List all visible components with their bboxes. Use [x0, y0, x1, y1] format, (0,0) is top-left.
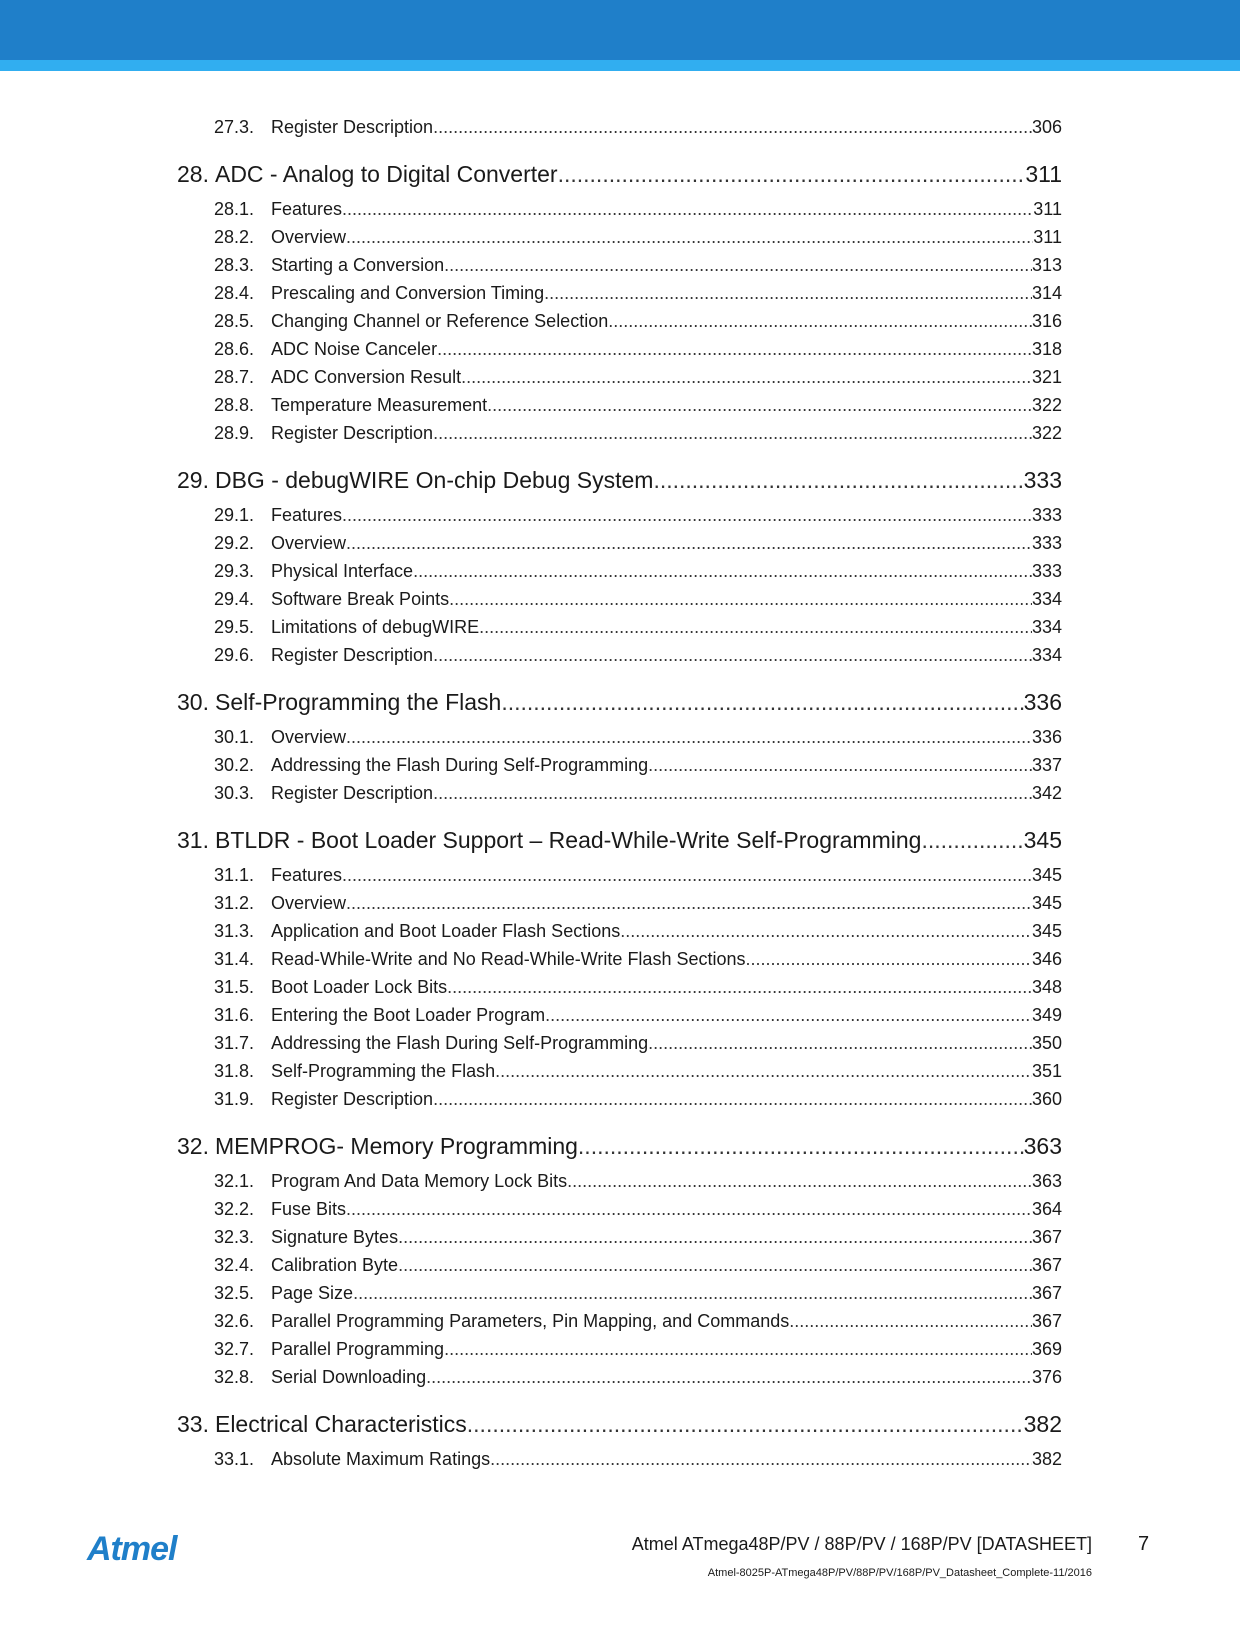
toc-entry-number: 29.6.: [214, 645, 255, 665]
toc-entry-page: 322: [1031, 423, 1062, 443]
toc-entry-page: 316: [1031, 311, 1062, 331]
toc-section-entry[interactable]: [177, 861, 1062, 889]
toc-dot-leader: [433, 113, 1032, 141]
toc-dot-leader: [342, 861, 1032, 889]
toc-entry-page: 334: [1031, 617, 1062, 637]
toc-entry-title: Temperature Measurement: [271, 395, 488, 415]
toc-entry-page: 345: [1031, 865, 1062, 885]
toc-section-entry[interactable]: [177, 917, 1062, 945]
toc-section-entry[interactable]: [177, 1195, 1062, 1223]
toc-dot-leader: [433, 641, 1032, 669]
toc-entry-title: Read-While-Write and No Read-While-Write Flash Sections: [271, 949, 746, 969]
toc-section-entry[interactable]: [177, 945, 1062, 973]
toc-dot-leader: [487, 391, 1032, 419]
toc-dot-leader: [921, 821, 1023, 859]
toc-dot-leader: [461, 363, 1032, 391]
toc-dot-leader: [449, 585, 1032, 613]
footer-document-id: Atmel-8025P-ATmega48P/PV/88P/PV/168P/PV_Datasheet_Complete-11/2016: [707, 1567, 1092, 1579]
toc-entry-page: 333: [1031, 533, 1062, 553]
toc-entry-page: 376: [1031, 1367, 1062, 1387]
toc-entry-number: 30.: [177, 689, 209, 715]
toc-section-entry[interactable]: [177, 1167, 1062, 1195]
toc-entry-number: 32.6.: [214, 1311, 255, 1331]
toc-entry-number: 31.8.: [214, 1061, 255, 1081]
toc-dot-leader: [433, 1085, 1032, 1113]
toc-entry-page: 369: [1031, 1339, 1062, 1359]
toc-dot-leader: [444, 251, 1032, 279]
toc-dot-leader: [346, 223, 1033, 251]
toc-entry-page: 363: [1031, 1171, 1062, 1191]
toc-entry-title: Software Break Points: [271, 589, 450, 609]
toc-entry-page: 311: [1033, 199, 1062, 219]
toc-entry-title: Boot Loader Lock Bits: [271, 977, 448, 997]
toc-dot-leader: [433, 779, 1032, 807]
toc-entry-title: Application and Boot Loader Flash Sections: [271, 921, 621, 941]
toc-dot-leader: [653, 461, 1023, 499]
toc-entry-number: 28.8.: [214, 395, 255, 415]
toc-entry-page: 321: [1031, 367, 1062, 387]
toc-section-entry[interactable]: [177, 641, 1062, 669]
toc-entry-title: Overview: [271, 533, 347, 553]
footer-document-title: Atmel ATmega48P/PV / 88P/PV / 168P/PV [DATASHEET]: [631, 1534, 1092, 1554]
toc-section-entry[interactable]: [177, 1445, 1062, 1473]
toc-section-entry[interactable]: [177, 335, 1062, 363]
toc-entry-page: 367: [1031, 1227, 1062, 1247]
toc-section-entry[interactable]: [177, 1279, 1062, 1307]
toc-chapter-entry[interactable]: [177, 683, 1062, 721]
toc-entry-page: 314: [1031, 283, 1062, 303]
toc-chapter-entry[interactable]: [177, 155, 1062, 193]
toc-dot-leader: [608, 307, 1032, 335]
toc-entry-number: 31.2.: [214, 893, 255, 913]
toc-entry-page: 336: [1023, 689, 1062, 715]
toc-entry-number: 29.1.: [214, 505, 255, 525]
toc-section-entry[interactable]: [177, 557, 1062, 585]
toc-entry-number: 31.3.: [214, 921, 255, 941]
toc-entry-page: 367: [1031, 1311, 1062, 1331]
toc-entry-number: 28.5.: [214, 311, 255, 331]
toc-chapter-entry[interactable]: [177, 821, 1062, 859]
toc-dot-leader: [353, 1279, 1032, 1307]
toc-section-entry[interactable]: [177, 613, 1062, 641]
toc-chapter-entry[interactable]: [177, 1405, 1062, 1443]
toc-entry-title: Signature Bytes: [271, 1227, 399, 1247]
toc-section-entry[interactable]: [177, 223, 1062, 251]
toc-entry-title: Absolute Maximum Ratings: [271, 1449, 491, 1469]
toc-chapter-entry[interactable]: [177, 461, 1062, 499]
toc-entry-number: 32.4.: [214, 1255, 255, 1275]
toc-section-entry[interactable]: [177, 1001, 1062, 1029]
toc-entry-title: Register Description: [271, 423, 434, 443]
toc-entry-number: 31.1.: [214, 865, 255, 885]
toc-entry-page: 342: [1031, 783, 1062, 803]
toc-entry-number: 28.2.: [214, 227, 255, 247]
toc-entry-number: 31.9.: [214, 1089, 255, 1109]
toc-entry-page: 346: [1031, 949, 1062, 969]
toc-entry-title: Program And Data Memory Lock Bits: [271, 1171, 568, 1191]
toc-entry-page: 334: [1031, 645, 1062, 665]
toc-entry-title: Self-Programming the Flash: [271, 1061, 496, 1081]
toc-section-entry[interactable]: [177, 889, 1062, 917]
toc-section-entry[interactable]: [177, 973, 1062, 1001]
toc-entry-number: 30.3.: [214, 783, 255, 803]
toc-entry-page: 350: [1031, 1033, 1062, 1053]
toc-entry-page: 382: [1031, 1449, 1062, 1469]
toc-entry-title: Calibration Byte: [271, 1255, 399, 1275]
toc-entry-title: Changing Channel or Reference Selection: [271, 311, 609, 331]
toc-entry-title: Register Description: [271, 1089, 434, 1109]
toc-entry-number: 30.1.: [214, 727, 255, 747]
toc-entry-number: 31.: [177, 827, 209, 853]
toc-entry-page: 311: [1025, 161, 1062, 187]
toc-section-entry[interactable]: [177, 585, 1062, 613]
toc-entry-page: 345: [1031, 921, 1062, 941]
toc-entry-title: Parallel Programming Parameters, Pin Mapping, and Commands: [271, 1311, 790, 1331]
toc-section-entry[interactable]: [177, 251, 1062, 279]
toc-section-entry[interactable]: [177, 1057, 1062, 1085]
toc-section-entry[interactable]: [177, 1029, 1062, 1057]
toc-entry-title: DBG - debugWIRE On-chip Debug System: [214, 467, 654, 493]
toc-entry-page: 367: [1031, 1255, 1062, 1275]
toc-entry-number: 33.1.: [214, 1449, 255, 1469]
toc-entry-page: 318: [1031, 339, 1062, 359]
toc-section-entry[interactable]: [177, 391, 1062, 419]
toc-entry-title: Fuse Bits: [271, 1199, 347, 1219]
toc-entry-page: 348: [1031, 977, 1062, 997]
toc-entry-title: Page Size: [271, 1283, 354, 1303]
toc-entry-number: 28.4.: [214, 283, 255, 303]
toc-dot-leader: [545, 1001, 1032, 1029]
toc-dot-leader: [558, 155, 1026, 193]
toc-entry-number: 32.7.: [214, 1339, 255, 1359]
toc-entry-page: 337: [1031, 755, 1062, 775]
toc-section-entry[interactable]: [177, 195, 1062, 223]
toc-entry-title: Overview: [271, 893, 347, 913]
toc-entry-title: Addressing the Flash During Self-Programming: [271, 755, 649, 775]
toc-dot-leader: [746, 945, 1032, 973]
toc-entry-title: Overview: [271, 227, 347, 247]
toc-section-entry[interactable]: [177, 1251, 1062, 1279]
toc-dot-leader: [447, 973, 1032, 1001]
toc-entry-title: Overview: [271, 727, 347, 747]
toc-entry-number: 28.6.: [214, 339, 255, 359]
toc-entry-title: Parallel Programming: [271, 1339, 445, 1359]
table-of-contents: [177, 113, 1062, 1473]
toc-entry-number: 32.: [177, 1133, 209, 1159]
toc-entry-title: Starting a Conversion: [271, 255, 445, 275]
toc-entry-page: 367: [1031, 1283, 1062, 1303]
toc-entry-number: 31.5.: [214, 977, 255, 997]
toc-entry-number: 29.3.: [214, 561, 255, 581]
toc-entry-page: 333: [1023, 467, 1062, 493]
toc-entry-number: 29.5.: [214, 617, 255, 637]
toc-entry-title: MEMPROG- Memory Programming: [214, 1133, 578, 1159]
toc-dot-leader: [490, 1445, 1032, 1473]
toc-entry-page: 313: [1031, 255, 1062, 275]
toc-entry-number: 28.3.: [214, 255, 255, 275]
toc-section-entry[interactable]: [177, 363, 1062, 391]
toc-section-entry[interactable]: [177, 723, 1062, 751]
toc-entry-title: Physical Interface: [271, 561, 414, 581]
toc-entry-number: 32.3.: [214, 1227, 255, 1247]
toc-entry-title: ADC Conversion Result: [271, 367, 462, 387]
toc-dot-leader: [620, 917, 1032, 945]
toc-entry-number: 28.1.: [214, 199, 255, 219]
toc-entry-number: 29.2.: [214, 533, 255, 553]
toc-entry-number: 29.: [177, 467, 209, 493]
toc-chapter-entry[interactable]: [177, 1127, 1062, 1165]
toc-entry-number: 32.2.: [214, 1199, 255, 1219]
toc-entry-title: Prescaling and Conversion Timing: [271, 283, 545, 303]
toc-entry-title: Electrical Characteristics: [214, 1411, 467, 1437]
toc-entry-page: 333: [1031, 561, 1062, 581]
toc-entry-page: 364: [1031, 1199, 1062, 1219]
toc-entry-title: Features: [271, 199, 343, 219]
toc-section-entry[interactable]: [177, 529, 1062, 557]
toc-entry-number: 32.1.: [214, 1171, 255, 1191]
toc-entry-page: 334: [1031, 589, 1062, 609]
toc-dot-leader: [413, 557, 1032, 585]
toc-dot-leader: [479, 613, 1032, 641]
toc-entry-title: BTLDR - Boot Loader Support – Read-While-Write Self-Programming: [214, 827, 922, 853]
toc-entry-number: 31.4.: [214, 949, 255, 969]
toc-dot-leader: [426, 1363, 1032, 1391]
toc-section-entry[interactable]: [177, 779, 1062, 807]
toc-dot-leader: [342, 501, 1032, 529]
toc-entry-page: 306: [1031, 117, 1062, 137]
toc-dot-leader: [648, 1029, 1032, 1057]
toc-section-entry[interactable]: [177, 1307, 1062, 1335]
toc-entry-page: 333: [1031, 505, 1062, 525]
header-accent-stripe: [0, 60, 1240, 71]
toc-entry-title: Self-Programming the Flash: [214, 689, 502, 715]
toc-dot-leader: [578, 1127, 1024, 1165]
toc-section-entry[interactable]: [177, 307, 1062, 335]
toc-dot-leader: [444, 1335, 1032, 1363]
toc-entry-page: 351: [1031, 1061, 1062, 1081]
toc-section-entry[interactable]: [177, 113, 1062, 141]
toc-dot-leader: [398, 1223, 1032, 1251]
toc-dot-leader: [567, 1167, 1032, 1195]
toc-dot-leader: [398, 1251, 1032, 1279]
toc-dot-leader: [495, 1057, 1032, 1085]
toc-section-entry[interactable]: [177, 1335, 1062, 1363]
toc-entry-number: 31.6.: [214, 1005, 255, 1025]
toc-entry-page: 349: [1031, 1005, 1062, 1025]
toc-entry-page: 345: [1023, 827, 1062, 853]
toc-entry-title: ADC Noise Canceler: [271, 339, 438, 359]
toc-dot-leader: [346, 723, 1032, 751]
toc-entry-number: 30.2.: [214, 755, 255, 775]
toc-entry-page: 311: [1033, 227, 1062, 247]
toc-section-entry[interactable]: [177, 1085, 1062, 1113]
toc-entry-number: 28.9.: [214, 423, 255, 443]
toc-entry-number: 31.7.: [214, 1033, 255, 1053]
toc-entry-title: Addressing the Flash During Self-Programming: [271, 1033, 649, 1053]
toc-entry-title: Features: [271, 505, 343, 525]
toc-entry-title: Serial Downloading: [271, 1367, 427, 1387]
toc-section-entry[interactable]: [177, 1223, 1062, 1251]
footer-page-number: 7: [1138, 1533, 1150, 1555]
toc-dot-leader: [648, 751, 1032, 779]
toc-entry-page: 363: [1023, 1133, 1062, 1159]
toc-entry-title: Register Description: [271, 645, 434, 665]
toc-section-entry[interactable]: [177, 1363, 1062, 1391]
toc-dot-leader: [437, 335, 1032, 363]
toc-dot-leader: [346, 529, 1032, 557]
toc-entry-title: ADC - Analog to Digital Converter: [214, 161, 558, 187]
toc-entry-number: 32.5.: [214, 1283, 255, 1303]
toc-entry-page: 382: [1023, 1411, 1062, 1437]
toc-dot-leader: [346, 1195, 1032, 1223]
toc-entry-page: 360: [1031, 1089, 1062, 1109]
toc-section-entry[interactable]: [177, 279, 1062, 307]
toc-section-entry[interactable]: [177, 751, 1062, 779]
toc-dot-leader: [342, 195, 1033, 223]
toc-section-entry[interactable]: [177, 501, 1062, 529]
toc-entry-number: 33.: [177, 1411, 209, 1437]
toc-entry-page: 322: [1031, 395, 1062, 415]
toc-entry-page: 336: [1031, 727, 1062, 747]
toc-entry-title: Limitations of debugWIRE: [271, 617, 480, 637]
header-band: [0, 0, 1240, 60]
toc-entry-number: 29.4.: [214, 589, 255, 609]
toc-section-entry[interactable]: [177, 419, 1062, 447]
toc-entry-title: Register Description: [271, 783, 434, 803]
toc-dot-leader: [467, 1405, 1024, 1443]
atmel-logo: Atmel: [87, 1530, 177, 1568]
toc-dot-leader: [346, 889, 1032, 917]
toc-dot-leader: [789, 1307, 1032, 1335]
toc-entry-number: 32.8.: [214, 1367, 255, 1387]
toc-dot-leader: [433, 419, 1032, 447]
toc-dot-leader: [544, 279, 1032, 307]
toc-entry-number: 27.3.: [214, 117, 255, 137]
toc-entry-title: Register Description: [271, 117, 434, 137]
toc-entry-page: 345: [1031, 893, 1062, 913]
toc-entry-title: Entering the Boot Loader Program: [271, 1005, 546, 1025]
toc-entry-number: 28.7.: [214, 367, 255, 387]
toc-entry-title: Features: [271, 865, 343, 885]
toc-entry-number: 28.: [177, 161, 209, 187]
toc-dot-leader: [501, 683, 1023, 721]
